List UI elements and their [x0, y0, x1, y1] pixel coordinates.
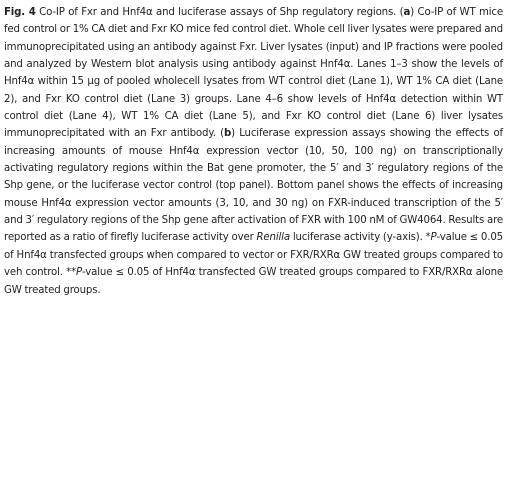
panel-a-label: a — [403, 7, 411, 18]
panel-b-text-2: luciferase activity (y-axis). * — [289, 232, 431, 244]
p-value-label-1: P — [430, 232, 437, 244]
panel-b-text-3: -value ≤ 0.05 of Hnf4α transfected groups when compared to vector or FXR/RXRα GW treated groups compared to veh control. ** — [4, 232, 503, 279]
figure-label: Fig. 4 — [4, 7, 36, 18]
panel-b-text-4: -value ≤ 0.05 of Hnf4α transfected GW treated groups compared to FXR/RXRα alone GW treated groups. — [4, 267, 503, 296]
renilla-term: Renilla — [256, 232, 290, 244]
panel-a-text: ) Co-IP of WT mice fed control or 1% CA diet and Fxr KO mice fed control diet. Whole cell liver lysates were prepared and immunoprecipitated using an antibody against Fxr. Liver lysates (input) and IP fractions were pooled and analyzed by Western blot analysis using antibody against Hnf4α. Lanes 1–3 show the levels of Hnf4α within 15 μg of pooled wholecell lysates from WT control diet (Lane 1), WT 1% CA diet (Lane 2), and Fxr KO control diet (Lane 3) groups. Lane 4–6 show levels of Hnf4α detection within WT control diet (Lane 4), WT 1% CA diet (Lane 5), and Fxr KO control diet (Lane 6) liver lysates immunoprecipitated with an Fxr antibody. ( — [4, 7, 503, 140]
caption-intro: Co-IP of Fxr and Hnf4α and luciferase assays of Shp regulatory regions. ( — [39, 7, 404, 18]
p-value-label-2: P — [76, 267, 83, 279]
panel-b-label: b — [223, 128, 232, 140]
panel-b-text: ) Luciferase expression assays showing the effects of increasing amounts of mouse Hnf4α expression vector (10, 50, 100 ng) on transcriptionally activating regulatory regions within the Bat gene promoter, the 5′ and 3′ regulatory regions of the Shp gene, or the luciferase vector control (top panel). Bottom panel shows the effects of increasing mouse Hnf4α expression vector amounts (3, 10, and 30 ng) on FXR-induced transcription of the 5′ and 3′ regulatory regions of the Shp gene after activation of FXR with 100 nM of GW4064. Results are reported as a ratio of firefly luciferase activity over — [4, 128, 503, 244]
